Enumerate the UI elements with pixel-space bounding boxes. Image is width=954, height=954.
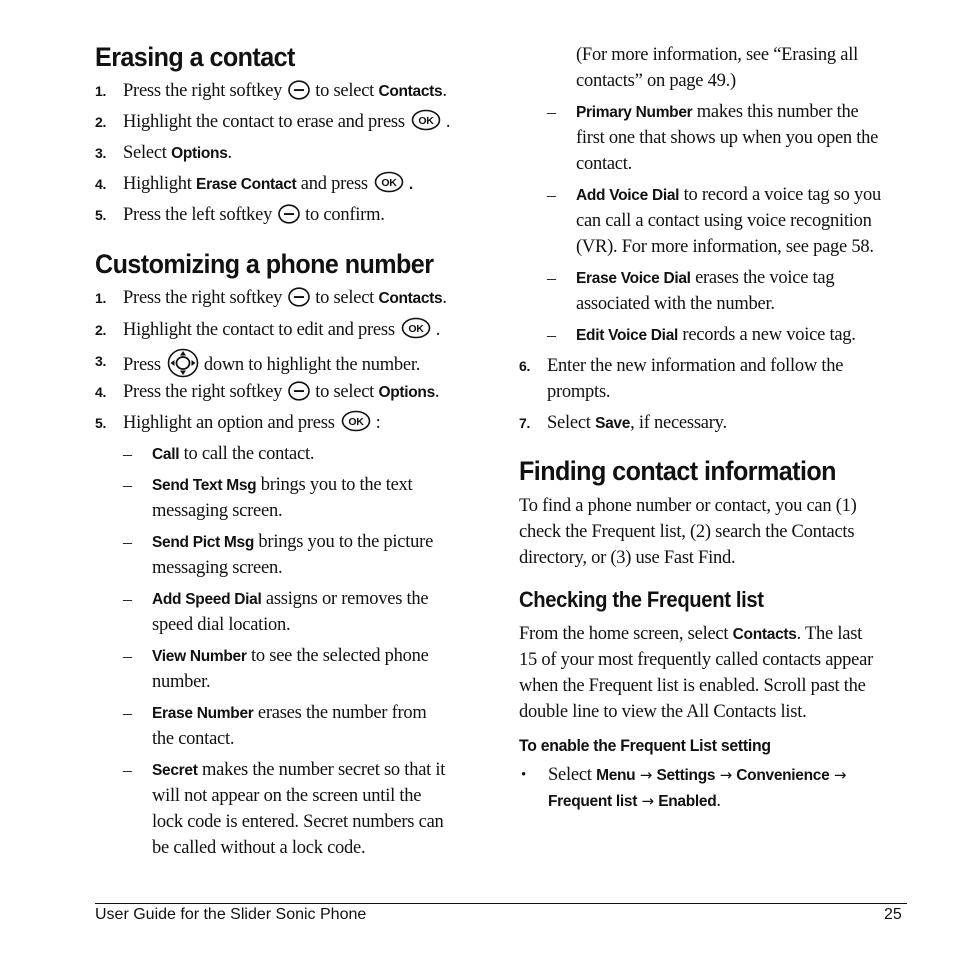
option-text: [576, 99, 859, 126]
paragraph-line: 15 of your most frequently called contacts appear: [519, 650, 874, 670]
customize-step-4: [95, 379, 439, 409]
key-term: Add Speed Dial: [152, 591, 262, 608]
step-text: Press the left softkey: [123, 205, 273, 225]
step-text: Press the right softkey: [123, 81, 283, 101]
option-text: [152, 643, 429, 670]
erase-step-4: [95, 171, 413, 201]
step-text: Highlight: [123, 174, 192, 194]
key-term: Contacts: [732, 626, 797, 643]
option-desc: to call the contact.: [183, 444, 315, 464]
ok-key-icon: [411, 109, 441, 139]
paragraph-line: double line to view the All Contacts list.: [519, 702, 807, 722]
key-term: Secret: [152, 762, 198, 779]
step-number: 3.: [95, 353, 107, 369]
punct: .: [434, 382, 440, 402]
step-number: 1.: [95, 83, 107, 99]
ok-key-icon: [341, 410, 371, 440]
erase-step-5: [95, 202, 385, 232]
key-term: Send Pict Msg: [152, 534, 255, 551]
dash-bullet: –: [123, 646, 132, 666]
step-text: prompts.: [547, 382, 611, 402]
step-number: 5.: [95, 415, 107, 431]
page-number: 25: [884, 906, 902, 923]
key-term: Save: [595, 415, 631, 432]
step-text: Highlight the contact to edit and press: [123, 320, 395, 340]
dash-bullet: –: [547, 102, 556, 122]
menu-path-line: [548, 788, 721, 815]
key-term: Primary Number: [576, 104, 693, 121]
option-desc: (VR). For more information, see page 58.: [576, 237, 874, 257]
option-desc: contact.: [576, 154, 633, 174]
key-term: Contacts: [378, 290, 443, 307]
heading-enable-frequent-list: To enable the Frequent List setting: [519, 736, 771, 755]
punct: .: [442, 81, 447, 101]
customize-step-7: [519, 410, 727, 437]
step-text: Highlight the contact to erase and press: [123, 112, 405, 132]
option-text: [576, 322, 856, 349]
option-desc: makes this number the: [696, 102, 859, 122]
option-desc: erases the voice tag: [695, 268, 835, 288]
dash-bullet: –: [123, 589, 132, 609]
step-text: to select: [315, 81, 375, 101]
step-number: 7.: [519, 415, 531, 431]
option-desc: can call a contact using voice recognition: [576, 211, 872, 231]
option-desc: messaging screen.: [152, 558, 283, 578]
step-text: to select: [315, 288, 375, 308]
bullet: •: [521, 767, 527, 783]
key-term: Options: [378, 384, 435, 401]
key-term: Erase Voice Dial: [576, 270, 691, 287]
option-desc: to see the selected phone: [251, 646, 429, 666]
step-number: 1.: [95, 290, 107, 306]
step-text: Press: [123, 355, 161, 375]
step-text: and press: [300, 174, 368, 194]
erase-step-1: [95, 78, 447, 108]
option-text: [152, 586, 428, 613]
customize-step-2: [95, 317, 440, 347]
key-term: Contacts: [378, 83, 443, 100]
punct: .: [435, 320, 441, 340]
softkey-minus-icon: [288, 287, 310, 315]
step-number: 2.: [95, 114, 107, 130]
key-term: Call: [152, 446, 180, 463]
key-term: View Number: [152, 648, 247, 665]
step-text: Select: [547, 413, 591, 433]
option-desc: the contact.: [152, 729, 235, 749]
option-desc: assigns or removes the: [265, 589, 429, 609]
dash-bullet: –: [123, 475, 132, 495]
key-term: Add Voice Dial: [576, 187, 680, 204]
dash-bullet: –: [547, 268, 556, 288]
option-desc: brings you to the picture: [258, 532, 434, 552]
step-text: Press the right softkey: [123, 382, 283, 402]
key-term: Send Text Msg: [152, 477, 257, 494]
option-desc: first one that shows up when you open the: [576, 128, 879, 148]
step-text: Highlight an option and press: [123, 413, 335, 433]
dash-bullet: –: [123, 703, 132, 723]
customize-step-5: [95, 410, 381, 440]
step-number: 5.: [95, 207, 107, 223]
dash-bullet: –: [123, 532, 132, 552]
text: .: [716, 791, 721, 811]
svg-text:OK: OK: [408, 323, 424, 335]
paragraph-line: [519, 621, 862, 648]
paragraph-line: when the Frequent list is enabled. Scroll past the: [519, 676, 866, 696]
menu-path-line: [548, 762, 846, 789]
step-text: Select: [123, 143, 167, 163]
option-desc: speed dial location.: [152, 615, 291, 635]
customize-step-6: [519, 353, 843, 379]
option-text: [152, 441, 314, 468]
step-text: , if necessary.: [630, 413, 727, 433]
continued-text: contacts” on page 49.): [576, 71, 736, 91]
dash-bullet: –: [123, 760, 132, 780]
step-text: Press the right softkey: [123, 288, 283, 308]
option-desc: lock code is entered. Secret numbers can: [152, 812, 444, 832]
footer-title: User Guide for the Slider Sonic Phone: [95, 906, 367, 923]
text: Select: [548, 765, 592, 785]
key-term: Erase Number: [152, 705, 254, 722]
ok-key-icon: [401, 317, 431, 347]
option-text: [152, 472, 412, 499]
option-desc: be called without a lock code.: [152, 838, 366, 858]
arrow-right-icon: →: [641, 792, 654, 810]
option-desc: to record a voice tag so you: [683, 185, 882, 205]
punct: .: [408, 176, 413, 193]
step-text: Enter the new information and follow the: [547, 356, 844, 376]
option-desc: brings you to the text: [260, 475, 413, 495]
step-text: to select: [315, 382, 375, 402]
key-term: Options: [171, 145, 228, 162]
punct: .: [442, 288, 447, 308]
heading-checking-frequent-list: Checking the Frequent list: [519, 587, 764, 612]
step-text: down to highlight the number.: [203, 355, 421, 375]
heading-finding-contact-information: Finding contact information: [519, 456, 836, 486]
option-text: [152, 700, 427, 727]
paragraph-line: check the Frequent list, (2) search the Contacts: [519, 522, 855, 542]
option-text: [152, 757, 445, 784]
key-term: Settings: [656, 767, 716, 784]
dash-bullet: –: [547, 185, 556, 205]
punct: .: [227, 143, 232, 163]
paragraph-line: directory, or (3) use Fast Find.: [519, 548, 736, 568]
option-desc: makes the number secret so that it: [201, 760, 446, 780]
text: . The last: [796, 624, 863, 644]
ok-key-icon: [374, 171, 404, 201]
heading-customizing-phone-number: Customizing a phone number: [95, 249, 434, 279]
erase-step-3: [95, 140, 232, 167]
key-term: Enabled: [658, 793, 717, 810]
option-text: [576, 265, 834, 292]
footer-rule: [95, 903, 907, 904]
step-number: 6.: [519, 358, 531, 374]
key-term: Frequent list: [548, 793, 638, 810]
arrow-right-icon: →: [639, 766, 653, 784]
dash-bullet: –: [123, 444, 132, 464]
option-desc: messaging screen.: [152, 501, 283, 521]
key-term: Erase Contact: [196, 176, 297, 193]
customize-step-1: [95, 285, 447, 315]
option-text: [576, 182, 881, 209]
option-desc: associated with the number.: [576, 294, 775, 314]
step-number: 4.: [95, 384, 107, 400]
punct: :: [375, 413, 381, 433]
arrow-right-icon: →: [833, 766, 847, 784]
key-term: Menu: [596, 767, 636, 784]
softkey-minus-icon: [278, 204, 300, 232]
key-term: Convenience: [736, 767, 830, 784]
option-desc: erases the number from: [257, 703, 427, 723]
arrow-right-icon: →: [719, 766, 732, 784]
softkey-minus-icon: [288, 80, 310, 108]
text: From the home screen, select: [519, 624, 729, 644]
svg-text:OK: OK: [418, 115, 434, 127]
step-text: to confirm.: [305, 205, 385, 225]
step-number: 4.: [95, 176, 107, 192]
punct: .: [445, 112, 451, 132]
softkey-minus-icon: [288, 381, 310, 409]
heading-erasing-contact: Erasing a contact: [95, 42, 295, 72]
step-number: 2.: [95, 322, 107, 338]
option-desc: will not appear on the screen until the: [152, 786, 422, 806]
option-text: [152, 529, 433, 556]
continued-text: (For more information, see “Erasing all: [576, 45, 859, 65]
option-desc: records a new voice tag.: [682, 325, 856, 345]
step-number: 3.: [95, 145, 107, 161]
dash-bullet: –: [547, 325, 556, 345]
svg-text:OK: OK: [348, 416, 364, 428]
paragraph-line: To find a phone number or contact, you can (1): [519, 496, 857, 516]
erase-step-2: [95, 109, 450, 139]
option-desc: number.: [152, 672, 211, 692]
key-term: Edit Voice Dial: [576, 327, 679, 344]
svg-text:OK: OK: [381, 177, 397, 189]
